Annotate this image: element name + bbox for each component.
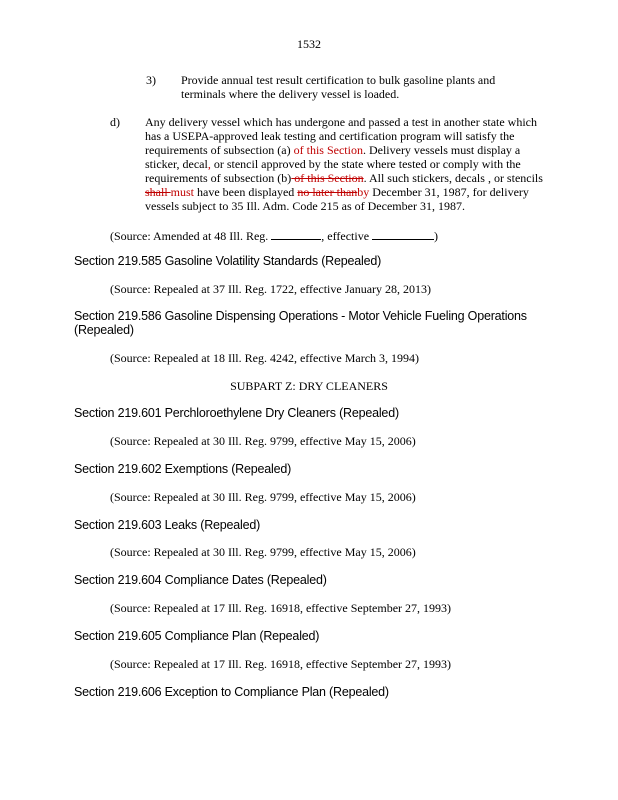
section-heading-line: Section 219.586 Gasoline Dispensing Operations - Motor Vehicle Fueling Operations (74, 309, 527, 323)
text-run: December 31, 1987, for delivery vessels subject to 35 Ill. Adm. Code 215 as of December 31, 1987. (145, 185, 529, 213)
source-note: (Source: Repealed at 17 Ill. Reg. 16918, effective September 27, 1993) (110, 657, 452, 671)
deleted-text: of this Section (291, 171, 364, 185)
inserted-text: of this Section (290, 143, 363, 157)
blank-line (372, 228, 434, 240)
text-run: have been displayed (194, 185, 298, 199)
list-item-text (145, 115, 550, 213)
source-note: (Source: Repealed at 30 Ill. Reg. 9799, effective May 15, 2006) (110, 490, 416, 504)
section-heading: Section 219.585 Gasoline Volatility Standards (Repealed) (74, 254, 382, 268)
list-item-number: d) (110, 115, 120, 129)
section-heading (74, 309, 554, 337)
list-item-text-line: Provide annual test result certification to bulk gasoline plants and (181, 73, 496, 87)
section-heading: Section 219.604 Compliance Dates (Repealed) (74, 573, 327, 587)
text-run: , or stencils (487, 171, 543, 185)
source-note: (Source: Repealed at 37 Ill. Reg. 1722, effective January 28, 2013) (110, 282, 432, 296)
text-run: . All such stickers, decals (363, 171, 485, 185)
source-note: (Source: Repealed at 30 Ill. Reg. 9799, effective May 15, 2006) (110, 434, 416, 448)
source-text: ) (434, 229, 439, 243)
text-run: Any delivery vessel which has undergone and passed a test in another state which has a USEPA-approved leak testing and certification program will satisfy the requirements of subsection (a) (145, 115, 538, 157)
section-heading: Section 219.603 Leaks (Repealed) (74, 518, 261, 532)
text-run: . Delivery vessels must display a sticker, decal (145, 143, 521, 171)
list-item-text-line: terminals where the delivery vessel is loaded. (181, 87, 400, 101)
source-note-amended (110, 228, 438, 243)
section-heading: Section 219.602 Exemptions (Repealed) (74, 462, 292, 476)
inserted-text: , (207, 157, 211, 171)
section-heading: Section 219.601 Perchloroethylene Dry Cleaners (Repealed) (74, 406, 399, 420)
inserted-text: must (170, 185, 195, 199)
source-text: , effective (321, 229, 373, 243)
deleted-text: shall (145, 185, 171, 199)
source-note: (Source: Repealed at 18 Ill. Reg. 4242, effective March 3, 1994) (110, 351, 420, 365)
subpart-title: SUBPART Z: DRY CLEANERS (230, 379, 388, 393)
inserted-text: by (357, 185, 370, 199)
text-run: or stencil approved by the state where tested or comply with the requirements of subsection (b) (145, 157, 521, 185)
section-heading: Section 219.605 Compliance Plan (Repealed) (74, 629, 320, 643)
section-heading-line: (Repealed) (74, 323, 134, 337)
source-note: (Source: Repealed at 17 Ill. Reg. 16918, effective September 27, 1993) (110, 601, 452, 615)
section-heading: Section 219.606 Exception to Compliance Plan (Repealed) (74, 685, 389, 699)
source-text: (Source: Amended at 48 Ill. Reg. (110, 229, 272, 243)
deleted-text: no later than (297, 185, 358, 199)
list-item-text (181, 73, 526, 101)
source-note: (Source: Repealed at 30 Ill. Reg. 9799, effective May 15, 2006) (110, 545, 416, 559)
list-item-number: 3) (146, 73, 156, 87)
page-number: 1532 (297, 37, 321, 51)
blank-line (271, 228, 321, 240)
